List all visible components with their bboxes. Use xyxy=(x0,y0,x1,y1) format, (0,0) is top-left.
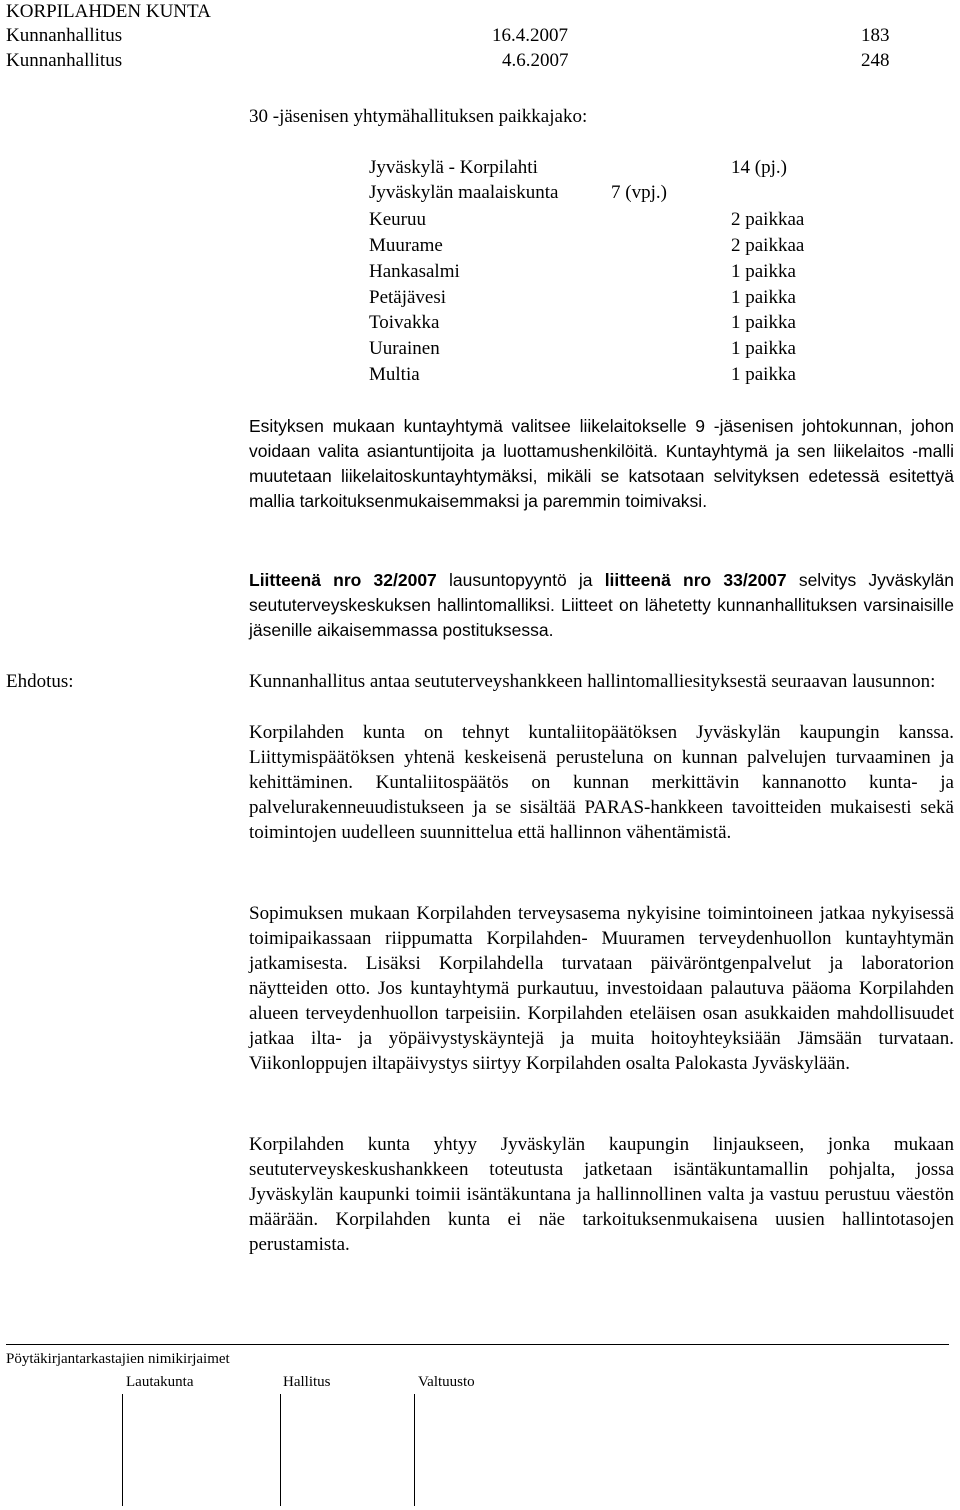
proposal-paragraph-4: Korpilahden kunta yhtyy Jyväskylän kaupungin linjaukseen, jonka mukaan seututerveyskeskushankkeen toteutusta jatketaan isäntäkuntamallin pohjalta, jossa Jyväskylän kaupunki toimii isäntäkuntana ja hallinnollinen valta ja vastuu perustuu väestön määrään. Korpilahden kunta ei näe tarkoituksenmukaisena uusien hallintotasojen perustamista. xyxy=(249,1134,954,1255)
proposal-paragraph-2: Korpilahden kunta on tehnyt kuntaliitopäätöksen Jyväskylän kaupungin kanssa. Liittymispäätöksen yhtenä keskeisenä perusteluna on kunnan palvelujen turvaaminen ja kehittäminen. Kuntaliitospäätös on kunnan merkittävin kannanotto kunta- ja palvelurakenneuudistukseen ja se sisältää PARAS-hankkeen tavoitteiden mukaisesti sekä toimintojen uudelleen suunnittelua että hallinnon vähentämistä. xyxy=(249,722,954,843)
allocation-name: Keuruu xyxy=(369,209,426,230)
allocation-name: Multia xyxy=(369,364,420,385)
footer-divider xyxy=(414,1394,415,1506)
body-text: lausuntopyyntö ja xyxy=(436,570,605,590)
header-page-1: 183 xyxy=(861,25,890,46)
allocation-seats: 2 paikkaa xyxy=(731,235,805,256)
allocation-name: Uurainen xyxy=(369,338,440,359)
allocation-seats: 1 paikka xyxy=(731,338,796,359)
allocation-seats: 2 paikkaa xyxy=(731,209,805,230)
body-text: selvitys Jyväskylän seututerveyskeskuksen hallintomalliksi. Liitteet on lähetetty kunnanhallituksen varsinaisille jäsenille aikaisemmassa postituksessa. xyxy=(249,570,954,640)
allocation-name: Muurame xyxy=(369,235,443,256)
footer-col-hallitus: Hallitus xyxy=(283,1374,331,1390)
body-paragraph-2 xyxy=(249,568,954,643)
allocation-name: Hankasalmi xyxy=(369,261,460,282)
allocation-name: Petäjävesi xyxy=(369,287,447,308)
proposal-paragraph-1: Kunnanhallitus antaa seututerveyshankkeen hallintomalliesityksestä seuraavan lausunnon: xyxy=(249,671,936,692)
footer-divider xyxy=(122,1394,123,1506)
footer-col-valtuusto: Valtuusto xyxy=(418,1374,475,1390)
footer-rule xyxy=(6,1344,949,1345)
header-date-1: 16.4.2007 xyxy=(492,25,568,46)
header-date-2: 4.6.2007 xyxy=(502,50,569,71)
attachment-ref-32: Liitteenä nro 32/2007 xyxy=(249,570,437,590)
allocation-seats: 1 paikka xyxy=(731,312,796,333)
header-body-1: Kunnanhallitus xyxy=(6,25,123,46)
footer-title: Pöytäkirjantarkastajien nimikirjaimet xyxy=(6,1351,230,1367)
allocation-heading: 30 -jäsenisen yhtymähallituksen paikkajako: xyxy=(249,106,588,127)
footer-divider xyxy=(280,1394,281,1506)
allocation-name: Toivakka xyxy=(369,312,440,333)
proposal-paragraph-3: Sopimuksen mukaan Korpilahden terveysasema nykyisine toimintoineen jatkaa nykyisessä toimipaikassaan riippumatta Korpilahden- Muuramen terveydenhuollon kuntayhtymän jatkamisesta. Lisäksi Korpilahdella turvataan päiväröntgenpalvelut ja laboratorion näytteiden otto. Jos kuntayhtymä purkautuu, investoidaan palautuva pääoma Korpilahden alueen terveydenhuollon tarpeisiin. Korpilahden eteläisen osan asukkaiden mahdollisuudet jatkaa ilta- ja yöpäivystyskäyntejä ja muita hoitoyhteyksiään Jämsään turvataan. Viikonloppujen iltapäivystys siirtyy Korpilahden osalta Palokasta Jyväskylään. xyxy=(249,903,954,1074)
allocation-seats: 14 (pj.) xyxy=(731,157,787,178)
allocation-name: Jyväskylä - Korpilahti xyxy=(369,157,538,178)
organization-name: KORPILAHDEN KUNTA xyxy=(6,1,211,22)
allocation-seats: 7 (vpj.) xyxy=(611,182,667,203)
attachment-ref-33: liitteenä nro 33/2007 xyxy=(604,570,787,590)
allocation-seats: 1 paikka xyxy=(731,364,796,385)
footer-col-lautakunta: Lautakunta xyxy=(126,1374,194,1390)
body-paragraph-1: Esityksen mukaan kuntayhtymä valitsee liikelaitokselle 9 -jäsenisen johtokunnan, johon voidaan valita asiantuntijoita ja luottamushenkilöitä. Kuntayhtymä ja sen liikelaitos -malli muutetaan liikelaitoskuntayhtymäksi, mikäli se katsotaan selvityksen edetessä esitettyä mallia tarkoituksenmukaisemmaksi ja paremmin toimivaksi. xyxy=(249,416,954,511)
header-body-2: Kunnanhallitus xyxy=(6,50,123,71)
allocation-seats: 1 paikka xyxy=(731,287,796,308)
allocation-seats: 1 paikka xyxy=(731,261,796,282)
allocation-name: Jyväskylän maalaiskunta xyxy=(369,182,559,203)
header-page-2: 248 xyxy=(861,50,890,71)
proposal-label: Ehdotus: xyxy=(6,671,74,692)
